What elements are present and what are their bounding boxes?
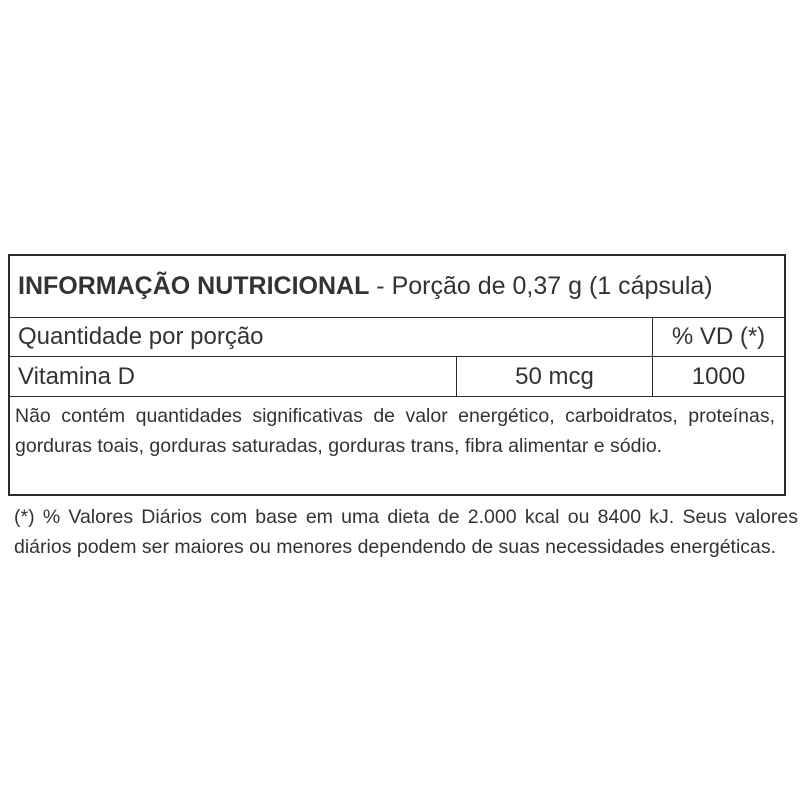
table-row xyxy=(10,357,784,397)
nutrition-facts-table xyxy=(8,254,786,496)
header-vd-label: % VD (*) xyxy=(652,318,784,356)
table-title xyxy=(18,256,776,317)
table-note-row xyxy=(10,397,784,494)
table-title-bold: INFORMAÇÃO NUTRICIONAL xyxy=(18,272,370,300)
table-header-row xyxy=(10,318,784,357)
nutrient-vd: 1000 xyxy=(652,357,784,396)
table-title-serving: - Porção de 0,37 g (1 cápsula) xyxy=(369,272,713,300)
nutrient-amount: 50 mcg xyxy=(456,357,652,396)
table-note: Não contém quantidades significativas de valor energético, carboidratos, proteínas, gorduras toais, gorduras saturadas, gorduras trans, fibra alimentar e sódio. xyxy=(15,405,775,457)
nutrient-name: Vitamina D xyxy=(18,362,135,390)
daily-values-footnote: (*) % Valores Diários com base em uma dieta de 2.000 kcal ou 8400 kJ. Seus valores diários podem ser maiores ou menores dependendo de suas necessidades energéticas. xyxy=(14,506,798,558)
table-title-row xyxy=(10,256,784,318)
header-quantity-label: Quantidade por porção xyxy=(18,323,264,350)
